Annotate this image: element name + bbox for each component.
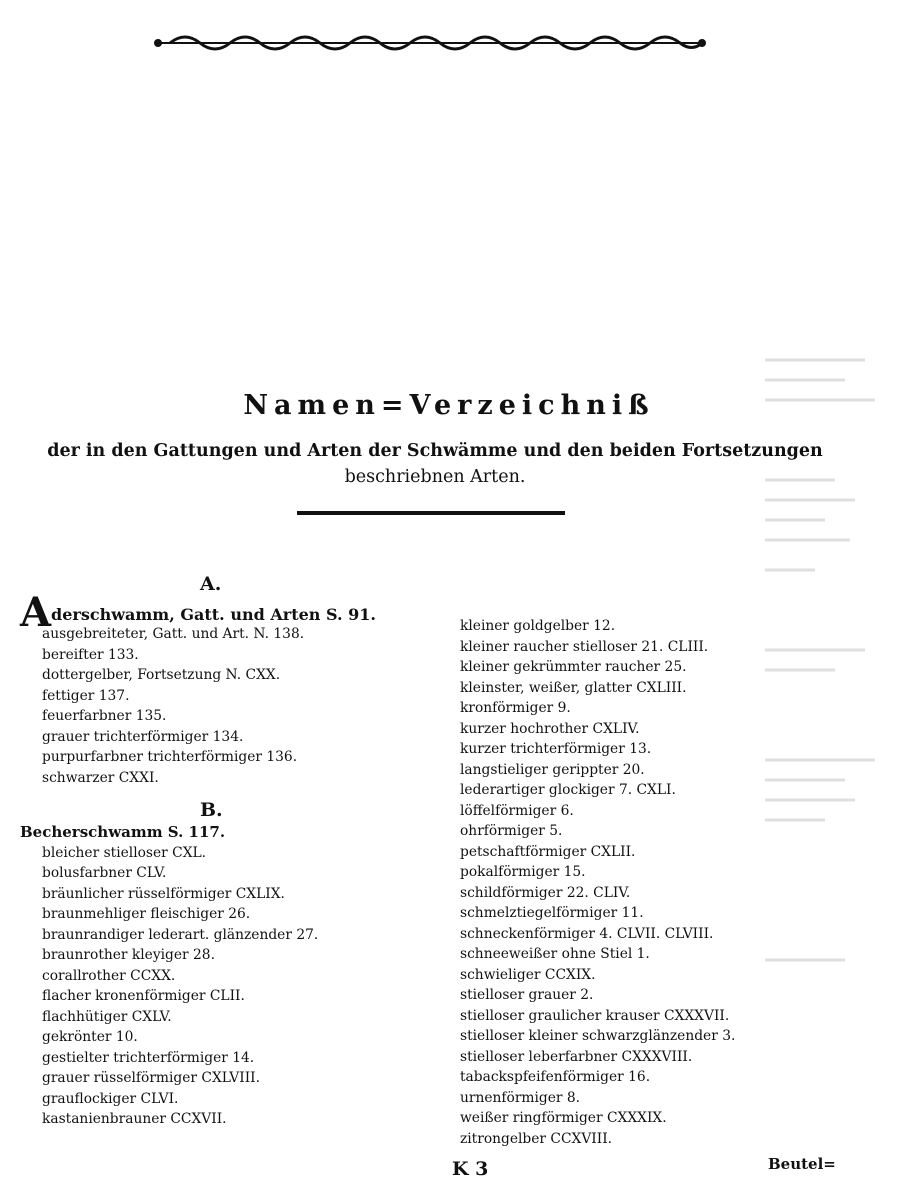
index-entry: lederartiger glockiger 7. CXLI.: [460, 782, 676, 798]
index-entry: löffelförmiger 6.: [460, 802, 574, 819]
index-entry: purpurfarbner trichterförmiger 136.: [42, 749, 298, 765]
index-entry: braunrother kleyiger 28.: [42, 947, 215, 963]
index-entry: langstieliger gerippter 20.: [460, 761, 645, 778]
drop-cap: A: [20, 589, 52, 636]
subtitle-line-1: der in den Gattungen und Arten der Schwämme und den beiden Fortsetzungen: [47, 441, 823, 461]
index-entry: kleinster, weißer, glatter CXLIII.: [460, 679, 687, 696]
index-entry: stielloser grauer 2.: [460, 987, 594, 1003]
index-entry: grauer trichterförmiger 134.: [42, 728, 244, 745]
index-entry: feuerfarbner 135.: [42, 708, 167, 724]
index-entry: urnenförmiger 8.: [460, 1089, 581, 1106]
page-subtitle: [30, 438, 840, 490]
index-entry: kleiner raucher stielloser 21. CLIII.: [460, 638, 709, 655]
index-entry: flacher kronenförmiger CLII.: [42, 988, 245, 1004]
index-entry: kleiner goldgelber 12.: [460, 618, 616, 634]
index-entry: weißer ringförmiger CXXXIX.: [460, 1110, 667, 1126]
index-entry: bleicher stielloser CXL.: [42, 844, 207, 861]
index-entry: braunmehliger fleischiger 26.: [42, 906, 251, 922]
catchword: Beutel=: [768, 1155, 836, 1173]
index-entry: kastanienbrauner CCXVII.: [42, 1111, 227, 1127]
page-title: Namen=Verzeichniß: [243, 390, 655, 421]
index-entry: corallrother CCXX.: [42, 967, 176, 984]
index-entry: fettiger 137.: [42, 687, 130, 704]
index-entry: bolusfarbner CLV.: [42, 865, 167, 881]
ornament-band: [150, 28, 710, 58]
section-heading-b: B.: [200, 799, 223, 821]
index-entry: kleiner gekrümmter raucher 25.: [460, 659, 687, 675]
index-entry: dottergelber, Fortsetzung N. CXX.: [42, 667, 281, 683]
index-entry: schildförmiger 22. CLIV.: [460, 884, 631, 901]
index-entry: kurzer trichterförmiger 13.: [460, 741, 652, 757]
index-entry: kronförmiger 9.: [460, 700, 571, 716]
index-entry: gekrönter 10.: [42, 1029, 138, 1045]
index-entry: gestielter trichterförmiger 14.: [42, 1049, 255, 1066]
head-entry-text: derschwamm, Gatt. und Arten S. 91.: [51, 605, 376, 624]
index-entry: tabackspfeifenförmiger 16.: [460, 1069, 651, 1085]
section-heading-a: A.: [200, 573, 222, 595]
index-entry: zitrongelber CCXVIII.: [460, 1130, 613, 1147]
index-entry: schneckenförmiger 4. CLVII. CLVIII.: [460, 925, 714, 942]
index-entry: ohrförmiger 5.: [460, 823, 563, 839]
index-entry: braunrandiger lederart. glänzender 27.: [42, 926, 319, 943]
index-entry: flachhütiger CXLV.: [42, 1008, 172, 1025]
index-entry: schwieliger CCXIX.: [460, 966, 596, 983]
title-rule: [297, 511, 565, 515]
index-entry: ausgebreiteter, Gatt. und Art. N. 138.: [42, 626, 305, 642]
signature-mark: K 3: [452, 1158, 489, 1180]
index-entry: schwarzer CXXI.: [42, 769, 159, 786]
index-entry: petschaftförmiger CXLII.: [460, 843, 636, 860]
index-entry: schneeweißer ohne Stiel 1.: [460, 946, 650, 962]
index-entry: kurzer hochrother CXLIV.: [460, 720, 640, 737]
index-entry: stielloser kleiner schwarzglänzender 3.: [460, 1028, 736, 1044]
index-entry: stielloser graulicher krauser CXXXVII.: [460, 1007, 730, 1024]
index-entry: grauer rüsselförmiger CXLVIII.: [42, 1070, 260, 1086]
subtitle-line-2: beschriebnen Arten.: [344, 467, 526, 487]
index-head-entry-b: Becherschwamm S. 117.: [20, 823, 226, 841]
index-entry: pokalförmiger 15.: [460, 864, 586, 880]
index-column-left: [20, 568, 430, 1130]
index-entry: bräunlicher rüsselförmiger CXLIX.: [42, 885, 285, 902]
index-entry: schmelztiegelförmiger 11.: [460, 905, 644, 921]
index-entry: bereifter 133.: [42, 646, 139, 663]
index-entry: stielloser leberfarbner CXXXVIII.: [460, 1048, 693, 1065]
index-entry: grauflockiger CLVI.: [42, 1090, 179, 1107]
index-column-right: [460, 616, 840, 1149]
